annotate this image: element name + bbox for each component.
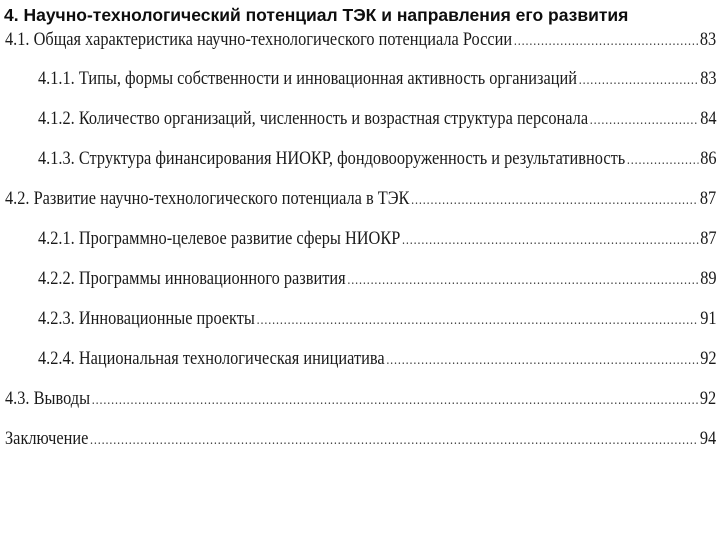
toc-page-number: 91 (700, 308, 717, 329)
toc-entry-title: 4.2.1. Программно-целевое развитие сферы НИОКР (38, 228, 401, 249)
toc-entry-title: 4.3. Выводы (5, 388, 91, 409)
dot-leader (411, 189, 698, 213)
toc-entry-title: 4.1.3. Структура финансирования НИОКР, фондовооруженность и результативность (38, 148, 626, 169)
toc-entry-title: 4.2.4. Национальная технологическая инициатива (38, 348, 385, 369)
toc-entry (38, 347, 717, 373)
toc-entry (38, 267, 717, 293)
toc-page-number: 94 (699, 428, 717, 449)
section-heading: 4. Научно-технологический потенциал ТЭК и направления его развития (4, 5, 629, 25)
toc-entry-title: Заключение (5, 428, 89, 449)
dot-leader (579, 69, 699, 93)
toc-entry (38, 307, 717, 333)
toc-page-number: 92 (699, 388, 717, 409)
dot-leader (347, 269, 698, 293)
toc-entry (38, 67, 717, 93)
dot-leader (257, 309, 699, 333)
toc-page-number: 84 (700, 108, 717, 129)
toc-entry-title: 4.2. Развитие научно-технологического потенциала в ТЭК (5, 188, 410, 209)
dot-leader (514, 30, 698, 54)
dot-leader (590, 109, 699, 133)
dot-leader (402, 229, 698, 253)
toc-entry (38, 147, 717, 173)
toc-page-number: 92 (700, 348, 717, 369)
toc-entry (5, 187, 716, 213)
toc-entry-title: 4.2.3. Инновационные проекты (38, 308, 255, 329)
toc-entry (5, 427, 716, 453)
toc-page-number: 87 (700, 228, 717, 249)
toc-entry (38, 227, 717, 253)
toc-page-number: 86 (700, 148, 717, 169)
toc-entry (5, 28, 716, 54)
toc-page-number: 87 (699, 188, 717, 209)
dot-leader (627, 149, 699, 173)
toc-page-number: 89 (700, 268, 717, 289)
toc-entry-title: 4.1.2. Количество организаций, численность и возрастная структура персонала (38, 108, 589, 129)
dot-leader (92, 389, 698, 413)
toc-entry-title: 4.1. Общая характеристика научно-технологического потенциала России (5, 29, 513, 50)
toc-page-number: 83 (699, 29, 717, 50)
dot-leader (386, 349, 698, 373)
toc-entry (5, 387, 716, 413)
toc-page-number: 83 (700, 68, 717, 89)
toc-entry-title: 4.2.2. Программы инновационного развития (38, 268, 346, 289)
toc-entry-title: 4.1.1. Типы, формы собственности и инновационная активность организаций (38, 68, 577, 89)
dot-leader (90, 429, 698, 453)
toc-entry (38, 107, 717, 133)
